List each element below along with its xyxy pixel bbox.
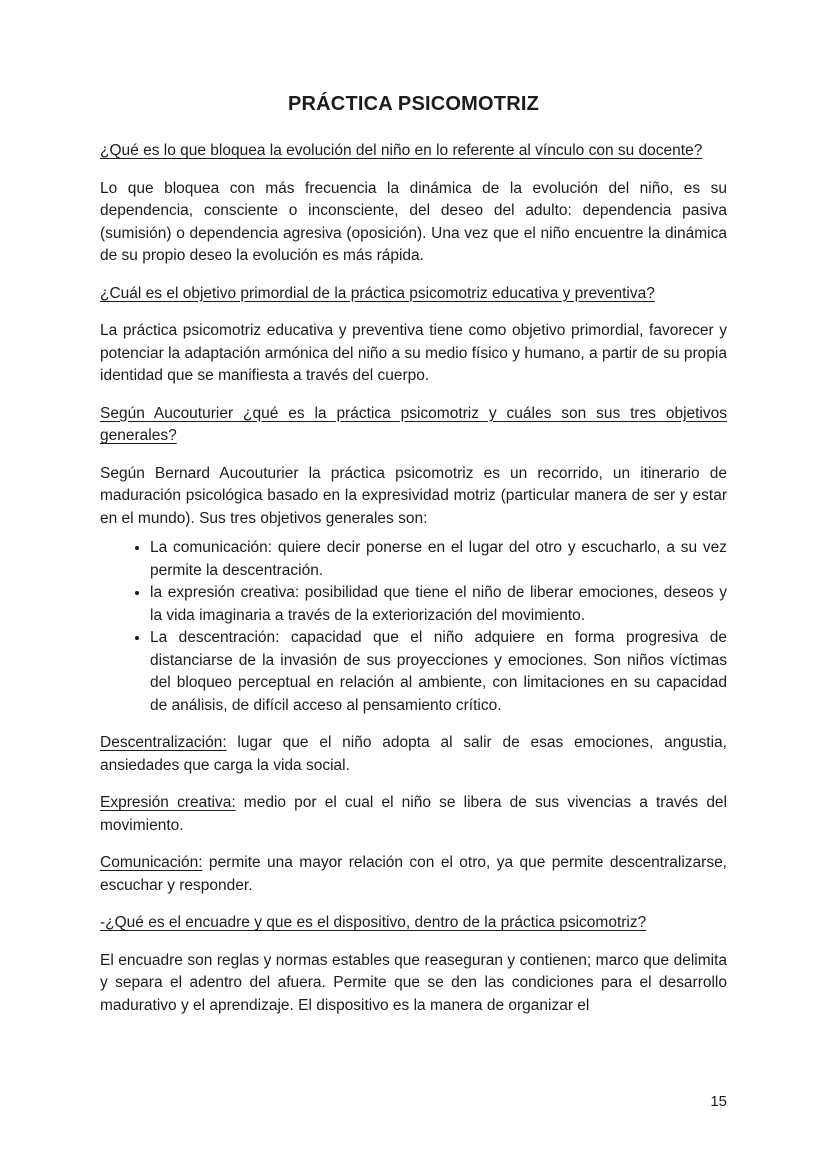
definition-descentralizacion [100, 732, 727, 777]
definition-comunicacion [100, 852, 727, 897]
definition-text: permite una mayor relación con el otro, ya que permite descentralizarse, escuchar y responder. [100, 854, 727, 894]
definition-text: medio por el cual el niño se libera de sus vivencias a través del movimiento. [100, 794, 728, 834]
definition-term: Comunicación: [100, 854, 203, 871]
list-item-descentracion: • La descentración: capacidad que el niño adquiere en forma progresiva de distanciarse de la invasión de sus proyecciones y emociones. Son niños víctimas del bloqueo perceptual en relación al ambiente, con limitaciones en su capacidad de análisis, de difícil acceso al pensamiento crítico. [150, 627, 727, 717]
objectives-list [100, 537, 727, 717]
page-number: 15 [710, 1093, 727, 1110]
definition-term: Expresión creativa: [100, 794, 236, 811]
question-objetivo-primordial: ¿Cuál es el objetivo primordial de la práctica psicomotriz educativa y preventiva? [100, 284, 655, 302]
page-title: PRÁCTICA PSICOMOTRIZ [287, 93, 540, 115]
question-vinculo-docente: ¿Qué es lo que bloquea la evolución del niño en lo referente al vínculo con su docente? [100, 142, 703, 159]
list-item-comunicacion: • La comunicación: quiere decir ponerse en el lugar del otro y escucharlo, a su vez permite la descentración. [150, 537, 727, 582]
paragraph-encuadre: El encuadre son reglas y normas estables que reaseguran y contienen; marco que delimita y separa el adentro del afuera. Permite que se den las condiciones para el desarrollo madurativo y el aprendizaje. El dispositivo es la manera de organizar el [100, 951, 727, 1014]
question-aucouturier: Según Aucouturier ¿qué es la práctica psicomotriz y cuáles son sus tres objetivos generales? [100, 404, 727, 444]
paragraph-objetivo-primordial: La práctica psicomotriz educativa y preventiva tiene como objetivo primordial, favorecer y potenciar la adaptación armónica del niño a su medio físico y humano, a partir de su propia identidad que se manifiesta a través del cuerpo. [100, 322, 727, 384]
definition-text: lugar que el niño adopta al salir de esas emociones, angustia, ansiedades que carga la vida social. [100, 734, 727, 774]
list-item-expresion-creativa: • la expresión creativa: posibilidad que tiene el niño de liberar emociones, deseos y la vida imaginaria a través de la exteriorización del movimiento. [150, 582, 727, 627]
paragraph-bloqueo-evolucion: Lo que bloquea con más frecuencia la dinámica de la evolución del niño, es su dependencia, consciente o inconsciente, del deseo del adulto: dependencia pasiva (sumisión) o dependencia agresiva (oposición). Una vez que el niño encuentre la dinámica de su propio deseo la evolución es más rápida. [100, 179, 727, 264]
definition-expresion-creativa [100, 792, 727, 837]
question-encuadre-dispositivo: -¿Qué es el encuadre y que es el dispositivo, dentro de la práctica psicomotriz? [100, 914, 647, 931]
paragraph-aucouturier: Según Bernard Aucouturier la práctica psicomotriz es un recorrido, un itinerario de maduración psicológica basado en la expresividad motriz (particular manera de ser y estar en el mundo). Sus tres objetivos generales son: [100, 464, 727, 527]
definition-term: Descentralización: [100, 734, 227, 751]
